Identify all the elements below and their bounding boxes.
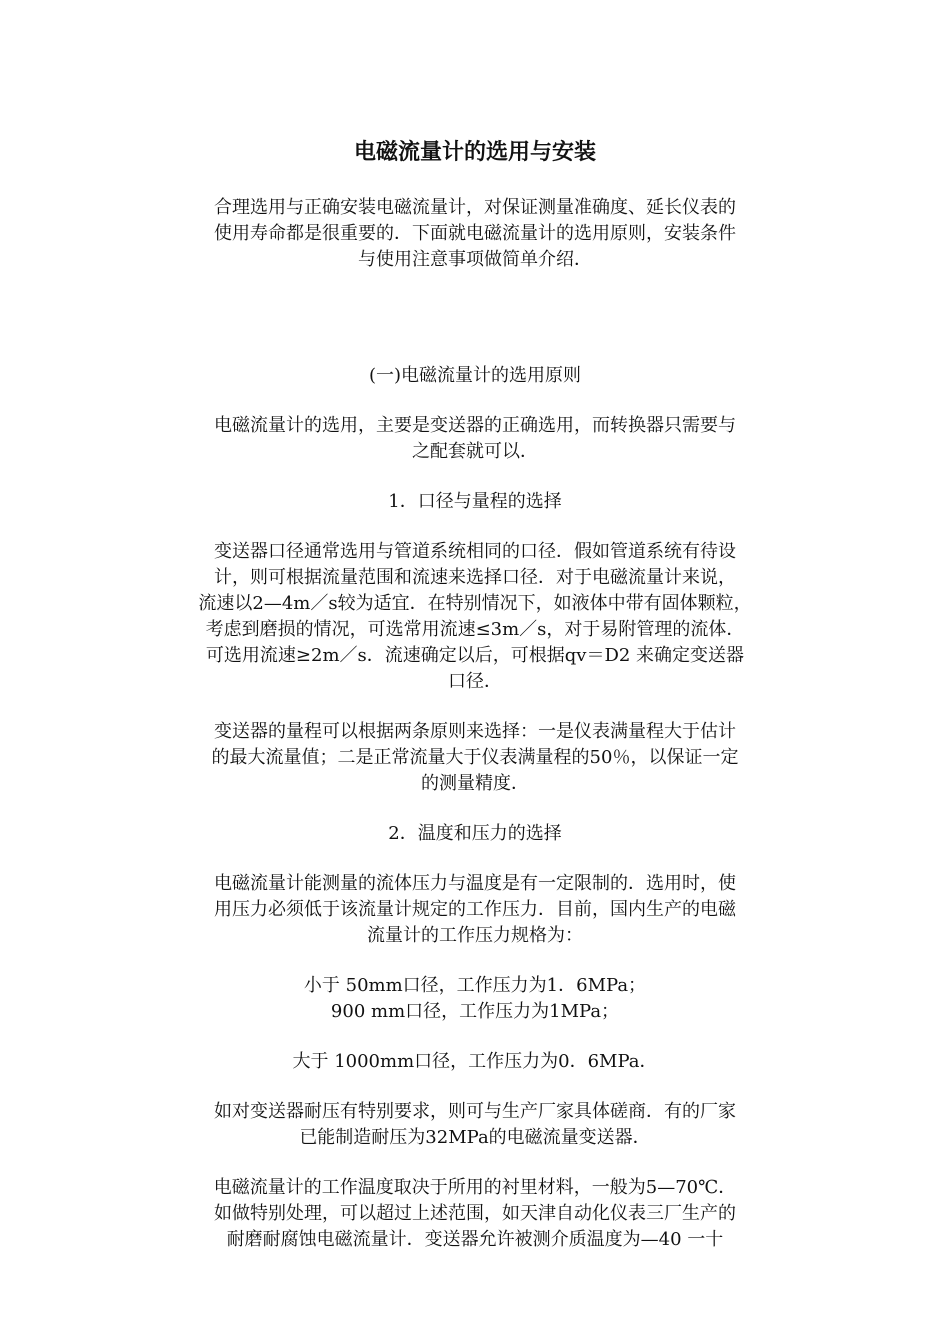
section-intro-paragraph [140,413,810,465]
text-line: 已能制造耐压为32MPa的电磁流量变送器． [299,1127,651,1148]
text-line: 900 mm口径，工作压力为1MPa； [330,1001,620,1022]
pressure-special-paragraph [140,1099,810,1151]
text-line: 计，则可根据流量范围和流速来选择口径．对于电磁流量计来说， [214,567,736,588]
intro-paragraph [140,195,810,273]
text-line: 合理选用与正确安装电磁流量计，对保证测量准确度、延长仪表的 [214,197,736,218]
text-line: 使用寿命都是很重要的．下面就电磁流量计的选用原则，安装条件 [214,223,736,244]
subsection-heading-temperature: 2．温度和压力的选择 [388,823,562,844]
text-line: 的测量精度． [421,773,529,794]
subsection-heading-diameter: 1．口径与量程的选择 [388,491,562,512]
text-line: 与使用注意事项做简单介绍． [358,249,592,270]
text-line: 流速以2—4m／s较为适宜．在特别情况下，如液体中带有固体颗粒， [198,593,752,614]
text-line: 考虑到磨损的情况，可选常用流速≤3m／s，对于易附管理的流体． [205,619,745,640]
range-paragraph [140,719,810,797]
text-line: 可选用流速≥2m／s．流速确定以后，可根据qv＝D2 来确定变送器 [205,645,745,666]
section-heading: (一)电磁流量计的选用原则 [368,365,582,386]
text-line: 之配套就可以． [412,441,538,462]
text-line: 流量计的工作压力规格为： [367,925,583,946]
document-page [140,138,810,1253]
text-line: 用压力必须低于该流量计规定的工作压力．目前，国内生产的电磁 [214,899,736,920]
text-line: 的最大流量值；二是正常流量大于仪表满量程的50％，以保证一定 [211,747,739,768]
diameter-paragraph [140,539,810,695]
text-line: 如做特别处理，可以超过上述范围，如天津自动化仪表三厂生产的 [214,1203,736,1224]
text-line: 小于 50mm口径，工作压力为1．6MPa； [303,975,647,996]
text-line: 电磁流量计的选用，主要是变送器的正确选用，而转换器只需要与 [214,415,736,436]
text-line: 电磁流量计的工作温度取决于所用的衬里材料，一般为5—70℃． [213,1177,737,1198]
text-line: 耐磨耐腐蚀电磁流量计．变送器允许被测介质温度为—40 一十 [226,1229,724,1250]
text-line: 口径． [448,671,502,692]
pressure-list [140,973,810,1025]
pressure-large: 大于 1000mm口径，工作压力为0．6MPa． [292,1051,658,1072]
document-title: 电磁流量计的选用与安装 [353,139,596,165]
text-line: 电磁流量计能测量的流体压力与温度是有一定限制的．选用时，使 [214,873,736,894]
text-line: 如对变送器耐压有特别要求，则可与生产厂家具体磋商．有的厂家 [214,1101,736,1122]
text-line: 变送器的量程可以根据两条原则来选择：一是仪表满量程大于估计 [214,721,736,742]
text-line: 变送器口径通常选用与管道系统相同的口径．假如管道系统有待设 [214,541,736,562]
pressure-paragraph [140,871,810,949]
temperature-paragraph [140,1175,810,1253]
